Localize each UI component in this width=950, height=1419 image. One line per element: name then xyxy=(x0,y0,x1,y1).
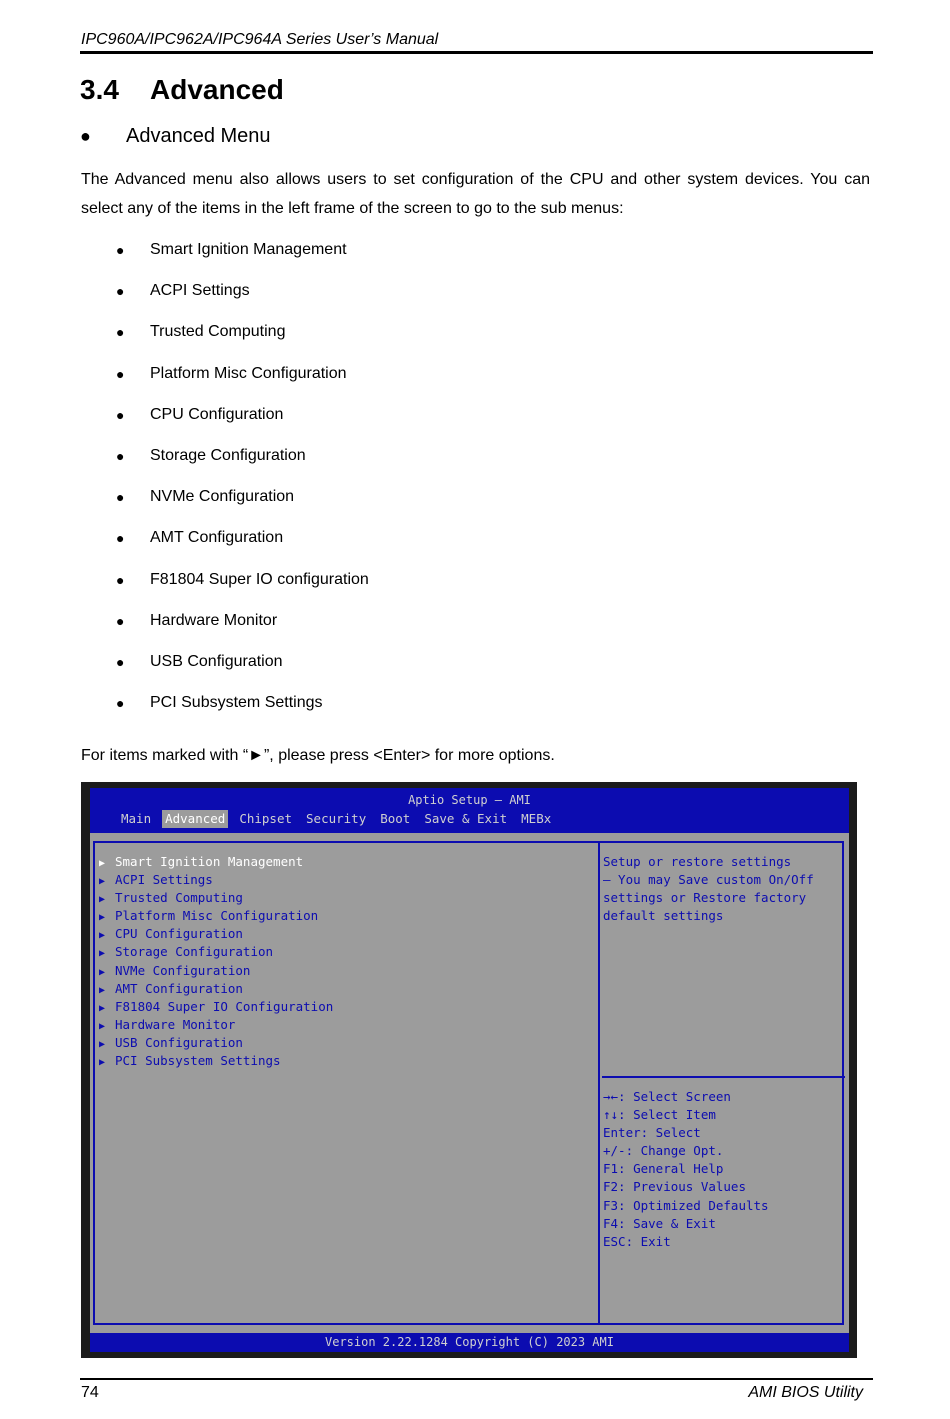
bios-menu-item-label: ACPI Settings xyxy=(115,872,213,888)
bios-content-frame xyxy=(93,841,844,1325)
list-item-label: F81804 Super IO configuration xyxy=(150,570,369,588)
submenu-list xyxy=(116,236,369,730)
tab-chipset[interactable]: Chipset xyxy=(239,811,293,826)
bullet-icon: ● xyxy=(116,406,125,423)
section-heading xyxy=(80,72,284,108)
submenu-arrow-icon: ▶ xyxy=(99,930,106,942)
bullet-icon: ● xyxy=(116,365,125,382)
key-hint: ESC: Exit xyxy=(603,1233,671,1249)
bios-menu-item-amt[interactable] xyxy=(99,980,333,998)
list-item-label: Trusted Computing xyxy=(150,323,286,341)
bios-menu-item-label: Smart Ignition Management xyxy=(115,854,304,869)
submenu-arrow-icon: ▶ xyxy=(99,1038,106,1050)
list-item-label: Platform Misc Configuration xyxy=(150,364,347,382)
submenu-arrow-icon: ▶ xyxy=(99,912,106,924)
tab-main[interactable]: Main xyxy=(121,811,152,826)
bullet-icon: ● xyxy=(116,324,125,341)
help-line: settings or Restore factory xyxy=(603,890,807,905)
list-item xyxy=(116,689,369,730)
bios-menu-item-pci[interactable] xyxy=(99,1052,333,1070)
submenu-arrow-icon: ▶ xyxy=(99,984,106,996)
list-item xyxy=(116,236,369,277)
enter-note: For items marked with “►”, please press <Enter> for more options. xyxy=(81,747,555,764)
page-number: 74 xyxy=(81,1384,99,1401)
list-item-label: Smart Ignition Management xyxy=(150,241,347,258)
bullet-icon: ● xyxy=(116,571,125,588)
bios-version-bar: Version 2.22.1284 Copyright (C) 2023 AMI xyxy=(90,1333,849,1352)
bios-menu-item-usb[interactable] xyxy=(99,1034,333,1052)
header-rule xyxy=(80,51,873,54)
bios-menu-item-label: NVMe Configuration xyxy=(115,962,251,978)
bios-menu-item-acpi[interactable] xyxy=(99,871,333,889)
key-hint: +/-: Change Opt. xyxy=(603,1143,724,1159)
bios-top-bar xyxy=(90,788,849,833)
subheading xyxy=(80,122,271,150)
tab-advanced[interactable]: Advanced xyxy=(162,810,228,828)
bios-screen xyxy=(90,788,849,1352)
bios-menu-item-label: Hardware Monitor xyxy=(115,1016,236,1032)
submenu-arrow-icon: ▶ xyxy=(99,876,106,888)
bios-help-text xyxy=(603,853,814,925)
footer-rule xyxy=(80,1378,873,1380)
bios-menu-item-hardware-monitor[interactable] xyxy=(99,1016,333,1034)
bios-menu-item-label: PCI Subsystem Settings xyxy=(115,1053,281,1069)
submenu-arrow-icon: ▶ xyxy=(99,858,106,869)
list-item xyxy=(116,524,369,565)
list-item xyxy=(116,360,369,401)
bios-menu-item-label: Storage Configuration xyxy=(115,944,274,960)
key-hint: F1: General Help xyxy=(603,1161,724,1177)
list-item-label: AMT Configuration xyxy=(150,529,284,547)
bullet-icon: ● xyxy=(116,283,125,300)
bullet-icon: ● xyxy=(80,126,91,146)
key-hint: →←: Select Screen xyxy=(603,1089,731,1104)
bios-menu-item-trusted-computing[interactable] xyxy=(99,889,333,907)
bullet-icon: ● xyxy=(116,653,125,670)
list-item xyxy=(116,607,369,648)
bios-menu-item-label: CPU Configuration xyxy=(115,926,243,942)
intro-paragraph: The Advanced menu also allows users to set configuration of the CPU and other system devices. You can select any of the items in the left frame of the screen to go to the sub menus: xyxy=(81,171,870,217)
key-hint: F2: Previous Values xyxy=(603,1179,746,1195)
list-item xyxy=(116,277,369,318)
submenu-arrow-icon: ▶ xyxy=(99,966,106,978)
bios-menu-item-label: F81804 Super IO Configuration xyxy=(115,998,334,1014)
list-item-label: Hardware Monitor xyxy=(150,611,278,629)
help-line: Setup or restore settings xyxy=(603,854,792,869)
key-hint: F4: Save & Exit xyxy=(603,1215,716,1231)
subheading-text: Advanced Menu xyxy=(126,125,271,147)
key-hint: F3: Optimized Defaults xyxy=(603,1197,769,1213)
tab-security[interactable]: Security xyxy=(306,811,367,826)
list-item xyxy=(116,648,369,689)
bios-tab-bar xyxy=(118,810,562,828)
bios-screenshot xyxy=(81,782,857,1358)
bios-help-rule xyxy=(602,1076,845,1078)
bullet-icon: ● xyxy=(116,612,125,629)
bios-key-legend xyxy=(603,1088,769,1251)
bullet-icon: ● xyxy=(116,242,125,258)
tab-mebx[interactable]: MEBx xyxy=(521,811,552,826)
section-number: 3.4 xyxy=(80,74,119,105)
bios-menu-item-label: Platform Misc Configuration xyxy=(115,908,319,924)
list-item-label: CPU Configuration xyxy=(150,405,284,423)
submenu-arrow-icon: ▶ xyxy=(99,894,106,906)
list-item xyxy=(116,318,369,359)
list-item-label: Storage Configuration xyxy=(150,446,306,464)
bullet-icon: ● xyxy=(116,447,125,464)
running-footer: AMI BIOS Utility xyxy=(748,1384,863,1401)
list-item-label: ACPI Settings xyxy=(150,282,250,300)
bullet-icon: ● xyxy=(116,530,125,547)
bios-panel-divider xyxy=(598,843,600,1323)
bios-menu-list xyxy=(99,853,333,1070)
bios-menu-item-label: AMT Configuration xyxy=(115,980,243,996)
submenu-arrow-icon: ▶ xyxy=(99,1020,106,1032)
list-item-label: NVMe Configuration xyxy=(150,488,295,506)
tab-save-exit[interactable]: Save & Exit xyxy=(424,811,508,826)
running-header: IPC960A/IPC962A/IPC964A Series User’s Manual xyxy=(81,31,439,48)
bios-menu-item-storage[interactable] xyxy=(99,943,333,961)
section-title: Advanced xyxy=(150,74,284,105)
list-item-label: PCI Subsystem Settings xyxy=(150,694,323,712)
bios-menu-item-nvme[interactable] xyxy=(99,962,333,980)
submenu-arrow-icon: ▶ xyxy=(99,1002,106,1014)
key-hint: Enter: Select xyxy=(603,1125,701,1141)
bios-menu-item-smart-ignition[interactable] xyxy=(99,853,333,871)
bios-menu-item-cpu[interactable] xyxy=(99,925,333,943)
help-line: default settings xyxy=(603,908,724,923)
bios-menu-item-platform-misc[interactable] xyxy=(99,907,333,925)
key-hint: ↑↓: Select Item xyxy=(603,1107,716,1123)
list-item-label: USB Configuration xyxy=(150,652,283,670)
bios-menu-item-label: USB Configuration xyxy=(115,1034,243,1050)
submenu-arrow-icon: ▶ xyxy=(99,948,106,960)
tab-boot[interactable]: Boot xyxy=(380,811,411,826)
list-item xyxy=(116,483,369,524)
list-item xyxy=(116,566,369,607)
list-item xyxy=(116,401,369,442)
help-line: – You may Save custom On/Off xyxy=(603,872,814,887)
list-item xyxy=(116,442,369,483)
bullet-icon: ● xyxy=(116,695,125,712)
submenu-arrow-icon: ▶ xyxy=(99,1057,106,1069)
bios-menu-item-super-io[interactable] xyxy=(99,998,333,1016)
bios-title: Aptio Setup – AMI xyxy=(408,793,531,807)
bullet-icon: ● xyxy=(116,489,125,506)
bios-menu-item-label: Trusted Computing xyxy=(115,890,243,906)
